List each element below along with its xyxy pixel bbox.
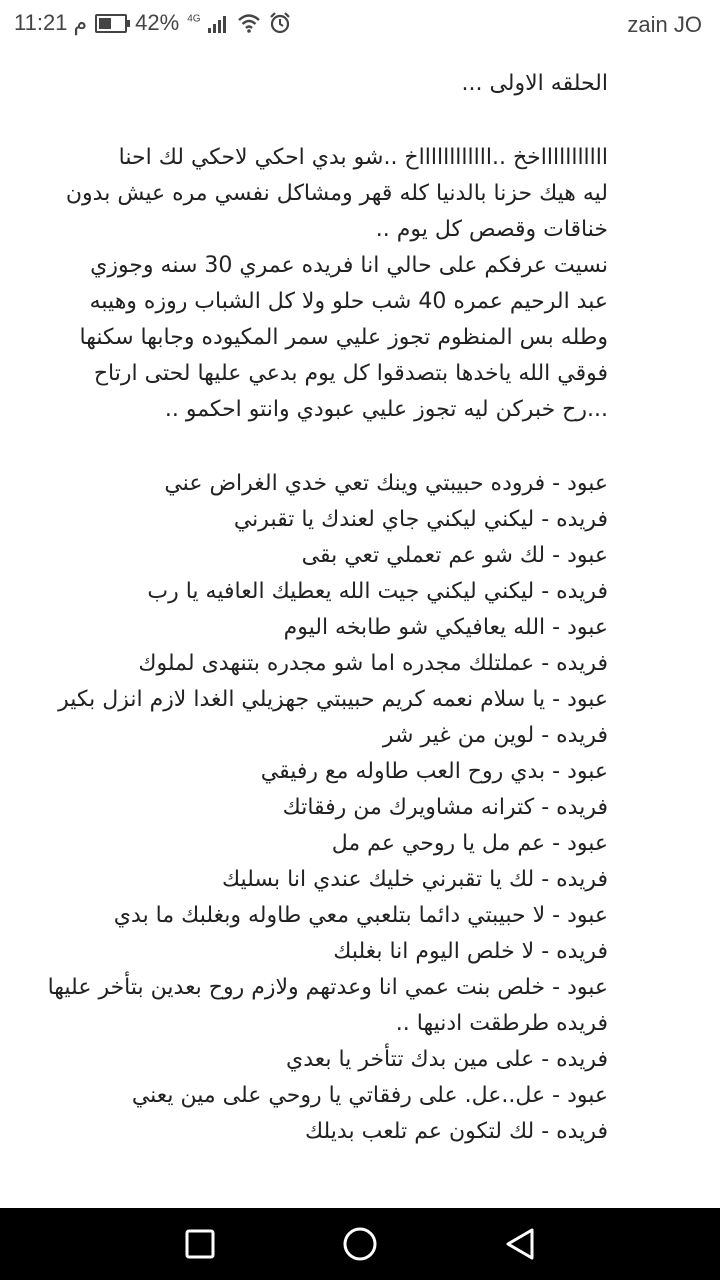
intro-line: ليه هيك حزنا بالدنيا كله قهر ومشاكل نفسي مره عيش بدون xyxy=(65,181,608,206)
battery-percent: 42% xyxy=(135,10,180,35)
circle-icon xyxy=(342,1226,378,1262)
carrier-name: zain JO xyxy=(627,12,702,37)
dialogue-line: فريده - على مين بدك تتأخر يا بعدي xyxy=(286,1047,608,1072)
intro-line: عبد الرحيم عمره 40 شب حلو ولا كل الشباب روزه وهيبه xyxy=(89,289,608,314)
dialogue-line: فريده - ليكني ليكني جيت الله يعطيك العافيه يا رب xyxy=(147,579,608,604)
intro-line: فوقي الله ياخدها بتصدقوا كل يوم بدعي عليها لحتى ارتاح xyxy=(93,361,608,386)
back-triangle-icon xyxy=(504,1227,536,1261)
dialogue-line: فريده - عملتلك مجدره اما شو مجدره بتنهدى لملوك xyxy=(138,651,608,676)
dialogue xyxy=(38,466,608,1150)
dialogue-line: عبود - لا حبيبتي دائما بتلعبي معي طاوله وبغلبك ما بدي xyxy=(113,903,608,928)
home-button[interactable] xyxy=(340,1224,380,1264)
alarm-icon xyxy=(269,12,291,34)
clock: 11:21 م xyxy=(14,10,88,35)
dialogue-line: عبود - لك شو عم تعملي تعي بقى xyxy=(301,543,608,568)
dialogue-line: عبود - خلص بنت عمي انا وعدتهم ولازم روح بعدين بتأخر عليها xyxy=(47,975,608,1000)
dialogue-line: فريده - ليكني ليكني جاي لعندك يا تقبرني xyxy=(233,507,608,532)
dialogue-line: فريده - لا خلص اليوم انا بغلبك xyxy=(333,939,608,964)
dialogue-line: فريده - كترانه مشاويرك من رفقاتك xyxy=(282,795,608,820)
article-content xyxy=(38,58,608,1208)
status-indicators xyxy=(14,10,291,36)
dialogue-line: عبود - عم مل يا روحي عم مل xyxy=(331,831,608,856)
signal-icon xyxy=(207,15,229,33)
wifi-icon xyxy=(237,13,261,33)
intro-line: ...رح خبركن ليه تجوز عليي عبودي وانتو احكمو .. xyxy=(164,397,608,422)
intro-line: خناقات وقصص كل يوم .. xyxy=(375,217,608,242)
dialogue-line: عبود - بدي روح العب طاوله مع رفيقي xyxy=(260,759,608,784)
dialogue-line: فريده طرطقت ادنيها .. xyxy=(395,1011,608,1036)
intro-line: نسيت عرفكم على حالي انا فريده عمري 30 سنه وجوزي xyxy=(90,253,608,278)
dialogue-line: فريده - لوين من غير شر xyxy=(382,723,608,748)
dialogue-line: عبود - الله يعافيكي شو طابخه اليوم xyxy=(283,615,608,640)
battery-icon xyxy=(95,14,127,33)
dialogue-line: عبود - فروده حبيبتي وينك تعي خدي الغراض عني xyxy=(164,471,608,496)
dialogue-line: عبود - عل..عل. على رفقاتي يا روحي على مين يعني xyxy=(131,1083,608,1108)
article-title: الحلقه الاولى ... xyxy=(461,71,608,96)
square-icon xyxy=(185,1229,215,1259)
network-type: 4G xyxy=(187,10,228,36)
dialogue-line: عبود - يا سلام نعمه كريم حبيبتي جهزيلي الغدا لازم انزل بكير xyxy=(58,687,608,712)
back-button[interactable] xyxy=(500,1224,540,1264)
intro-line: اااااااااااخخ ..ااااااااااااخ ..شو بدي احكي لاحكي لك احنا xyxy=(118,145,608,170)
dialogue-line: فريده - لك لتكون عم تلعب بديلك xyxy=(304,1119,608,1144)
navigation-bar xyxy=(0,1208,720,1280)
intro-line: وطله بس المنظوم تجوز عليي سمر المكيوده وجابها سكنها xyxy=(79,325,608,350)
intro-paragraph xyxy=(38,140,608,428)
recents-button[interactable] xyxy=(180,1224,220,1264)
dialogue-line: فريده - لك يا تقبرني خليك عندي انا بسليك xyxy=(221,867,608,892)
status-bar xyxy=(0,0,720,50)
